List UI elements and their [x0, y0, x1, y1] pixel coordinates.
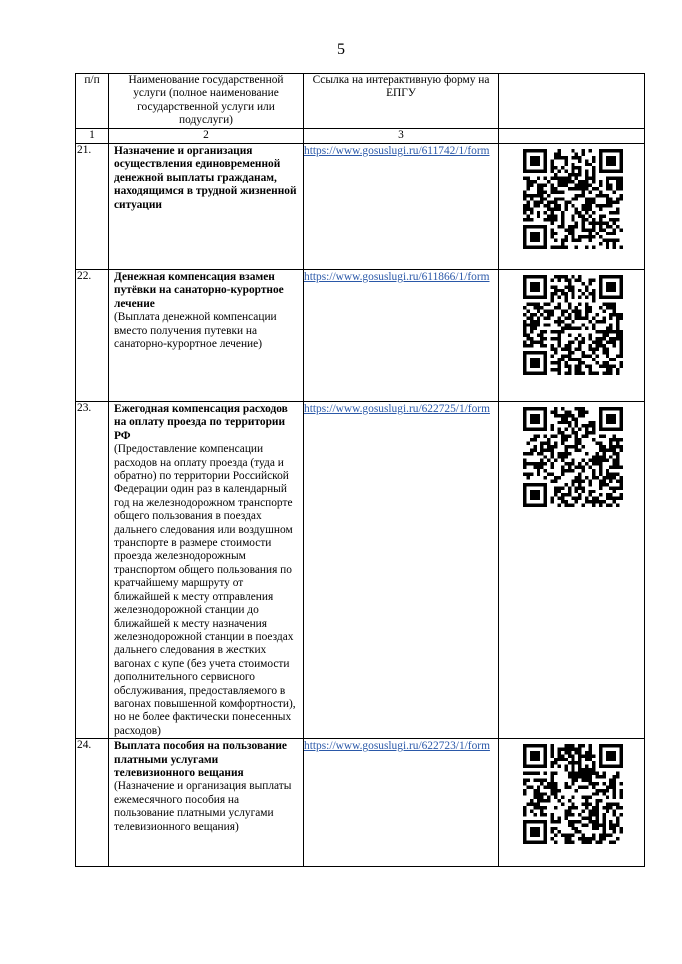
- link-cell: [304, 270, 499, 402]
- table-row: [76, 270, 645, 402]
- service-title: Выплата пособия на пользование платными услугами телевизионного вещания: [114, 740, 287, 779]
- qr-code-icon: [523, 275, 623, 375]
- service-link[interactable]: https://www.gosuslugi.ru/611742/1/form: [304, 145, 490, 157]
- qr-pattern: [523, 275, 623, 375]
- page-number: 5: [337, 41, 345, 58]
- qr-cell: [499, 739, 645, 867]
- qr-cell: [499, 270, 645, 402]
- service-link[interactable]: https://www.gosuslugi.ru/622725/1/form: [304, 403, 490, 415]
- column-number-3: 3: [304, 129, 499, 144]
- qr-cell: [499, 144, 645, 270]
- service-name: [109, 144, 304, 270]
- table-header-row: [76, 74, 645, 129]
- qr-cell: [499, 402, 645, 739]
- column-numbers-row: [76, 129, 645, 144]
- link-cell: [304, 402, 499, 739]
- row-number: 23.: [76, 402, 109, 739]
- link-cell: [304, 144, 499, 270]
- qr-pattern: [523, 744, 623, 844]
- link-cell: [304, 739, 499, 867]
- header-link: Ссылка на интерактивную форму на ЕПГУ: [304, 74, 499, 129]
- header-service-name: Наименование государственной услуги (полное наименование государственной услуги или подуслуги): [109, 74, 304, 129]
- qr-code-icon: [523, 149, 623, 249]
- service-link[interactable]: https://www.gosuslugi.ru/622723/1/form: [304, 740, 490, 753]
- service-title: Назначение и организация осуществления единовременной денежной выплаты гражданам, находящимся в трудной жизненной ситуации: [114, 145, 297, 211]
- table-row: [76, 144, 645, 270]
- service-title: Ежегодная компенсация расходов на оплату проезда по территории РФ: [114, 403, 288, 442]
- service-name: [109, 739, 304, 867]
- service-title: Денежная компенсация взамен путёвки на санаторно-курортное лечение: [114, 271, 284, 310]
- column-number-1: 1: [76, 129, 109, 144]
- qr-pattern: [523, 407, 623, 507]
- table-row: [76, 739, 645, 867]
- service-name: [109, 270, 304, 402]
- service-description: (Выплата денежной компенсации вместо получения путевки на санаторно-курортное лечение): [114, 311, 277, 351]
- service-name: [109, 402, 304, 739]
- qr-code-icon: [523, 744, 623, 844]
- row-number: 21.: [76, 144, 109, 270]
- header-qr: [499, 74, 645, 129]
- column-number-4: [499, 129, 645, 144]
- qr-code-icon: [523, 407, 623, 507]
- service-description: (Предоставление компенсации расходов на оплату проезда (туда и обратно) по территории Российской Федерации один раз в календарный год на железнодорожном транспорте общего пользования в поездах дальнего следования или воздушном транспорте в размере стоимости проезда железнодорожным транспортом общего пользования по кратчайшему маршруту от ближайшей к месту отправления железнодорожной станции до ближайшей к месту назначения железнодорожной станции в поездах дальнего следования в жестких вагонах с купе (без учета стоимости дополнительного сервисного обслуживания, предоставляемого в вагонах повышенной комфортности), но не более фактически понесенных расходов): [114, 443, 296, 737]
- column-number-2: 2: [109, 129, 304, 144]
- table-row: [76, 402, 645, 739]
- header-number: п/п: [76, 74, 109, 129]
- services-table: [75, 73, 645, 867]
- qr-pattern: [523, 149, 623, 249]
- service-link[interactable]: https://www.gosuslugi.ru/611866/1/form: [304, 271, 490, 283]
- service-description: (Назначение и организация выплаты ежемесячного пособия на пользование платными услугами телевизионного вещания): [114, 780, 292, 833]
- row-number: 22.: [76, 270, 109, 402]
- row-number: 24.: [76, 739, 109, 867]
